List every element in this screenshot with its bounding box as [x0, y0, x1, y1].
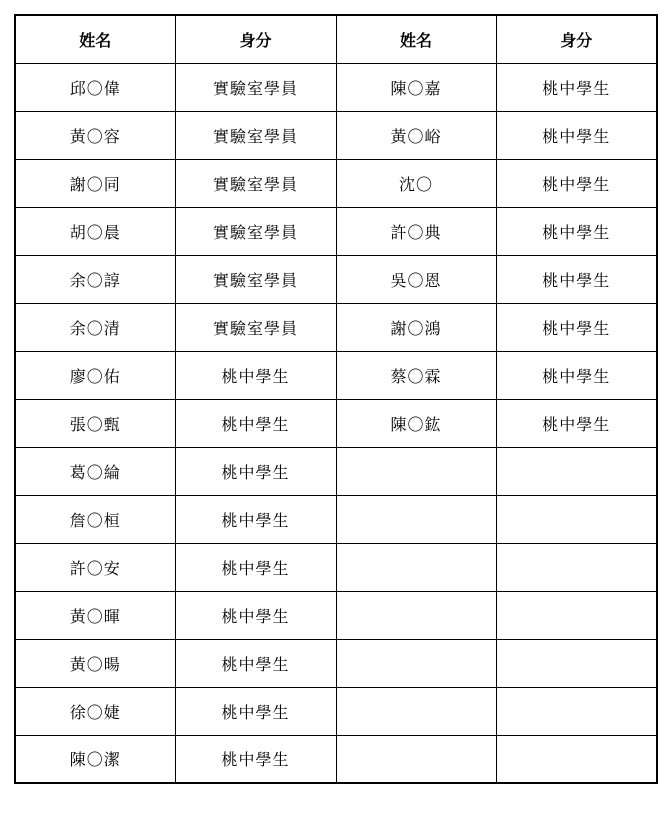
table-row — [15, 543, 657, 591]
name-cell-right — [336, 495, 496, 543]
name-cell-left: 胡〇晨 — [15, 207, 175, 255]
name-cell-right: 沈〇 — [336, 159, 496, 207]
role-cell-left: 桃中學生 — [175, 687, 336, 735]
role-cell-right: 桃中學生 — [496, 207, 657, 255]
header-name-1: 姓名 — [15, 15, 175, 63]
name-cell-left: 黃〇暉 — [15, 591, 175, 639]
header-name-2: 姓名 — [336, 15, 496, 63]
role-cell-right: 桃中學生 — [496, 111, 657, 159]
name-cell-right: 蔡〇霖 — [336, 351, 496, 399]
role-cell-left: 桃中學生 — [175, 735, 336, 783]
role-cell-left: 實驗室學員 — [175, 63, 336, 111]
name-cell-left: 葛〇綸 — [15, 447, 175, 495]
table-row — [15, 495, 657, 543]
role-cell-right — [496, 591, 657, 639]
role-cell-right: 桃中學生 — [496, 303, 657, 351]
role-cell-right: 桃中學生 — [496, 63, 657, 111]
name-cell-right: 許〇典 — [336, 207, 496, 255]
name-cell-left: 張〇甄 — [15, 399, 175, 447]
role-cell-right: 桃中學生 — [496, 255, 657, 303]
role-cell-left: 桃中學生 — [175, 639, 336, 687]
table-row — [15, 159, 657, 207]
role-cell-right: 桃中學生 — [496, 159, 657, 207]
header-role-2: 身分 — [496, 15, 657, 63]
table-row — [15, 63, 657, 111]
table-row — [15, 735, 657, 783]
role-cell-right: 桃中學生 — [496, 351, 657, 399]
roster-table — [14, 14, 658, 784]
table-row — [15, 207, 657, 255]
table-row — [15, 447, 657, 495]
table-row — [15, 351, 657, 399]
roster-body — [15, 63, 657, 783]
name-cell-right — [336, 447, 496, 495]
name-cell-left: 徐〇婕 — [15, 687, 175, 735]
role-cell-right — [496, 447, 657, 495]
name-cell-left: 廖〇佑 — [15, 351, 175, 399]
table-row — [15, 639, 657, 687]
role-cell-right — [496, 639, 657, 687]
name-cell-right: 吳〇恩 — [336, 255, 496, 303]
name-cell-right — [336, 735, 496, 783]
table-row — [15, 255, 657, 303]
role-cell-left: 實驗室學員 — [175, 111, 336, 159]
name-cell-left: 邱〇偉 — [15, 63, 175, 111]
role-cell-left: 桃中學生 — [175, 591, 336, 639]
table-row — [15, 111, 657, 159]
role-cell-right — [496, 543, 657, 591]
table-row — [15, 303, 657, 351]
name-cell-right: 謝〇鴻 — [336, 303, 496, 351]
role-cell-right: 桃中學生 — [496, 399, 657, 447]
name-cell-left: 謝〇同 — [15, 159, 175, 207]
name-cell-right — [336, 687, 496, 735]
name-cell-right: 陳〇鈜 — [336, 399, 496, 447]
role-cell-left: 桃中學生 — [175, 447, 336, 495]
role-cell-left: 實驗室學員 — [175, 159, 336, 207]
role-cell-left: 桃中學生 — [175, 543, 336, 591]
name-cell-right — [336, 591, 496, 639]
name-cell-left: 余〇諄 — [15, 255, 175, 303]
name-cell-left: 詹〇桓 — [15, 495, 175, 543]
name-cell-left: 黃〇容 — [15, 111, 175, 159]
name-cell-right: 黃〇峪 — [336, 111, 496, 159]
role-cell-left: 實驗室學員 — [175, 255, 336, 303]
name-cell-left: 陳〇潔 — [15, 735, 175, 783]
role-cell-left: 桃中學生 — [175, 495, 336, 543]
table-row — [15, 687, 657, 735]
role-cell-right — [496, 687, 657, 735]
role-cell-left: 桃中學生 — [175, 351, 336, 399]
role-cell-right — [496, 495, 657, 543]
table-row — [15, 591, 657, 639]
name-cell-right: 陳〇嘉 — [336, 63, 496, 111]
header-row — [15, 15, 657, 63]
name-cell-left: 黃〇暘 — [15, 639, 175, 687]
name-cell-left: 余〇清 — [15, 303, 175, 351]
table-row — [15, 399, 657, 447]
name-cell-left: 許〇安 — [15, 543, 175, 591]
role-cell-left: 實驗室學員 — [175, 207, 336, 255]
name-cell-right — [336, 543, 496, 591]
role-cell-left: 實驗室學員 — [175, 303, 336, 351]
header-role-1: 身分 — [175, 15, 336, 63]
role-cell-left: 桃中學生 — [175, 399, 336, 447]
name-cell-right — [336, 639, 496, 687]
role-cell-right — [496, 735, 657, 783]
